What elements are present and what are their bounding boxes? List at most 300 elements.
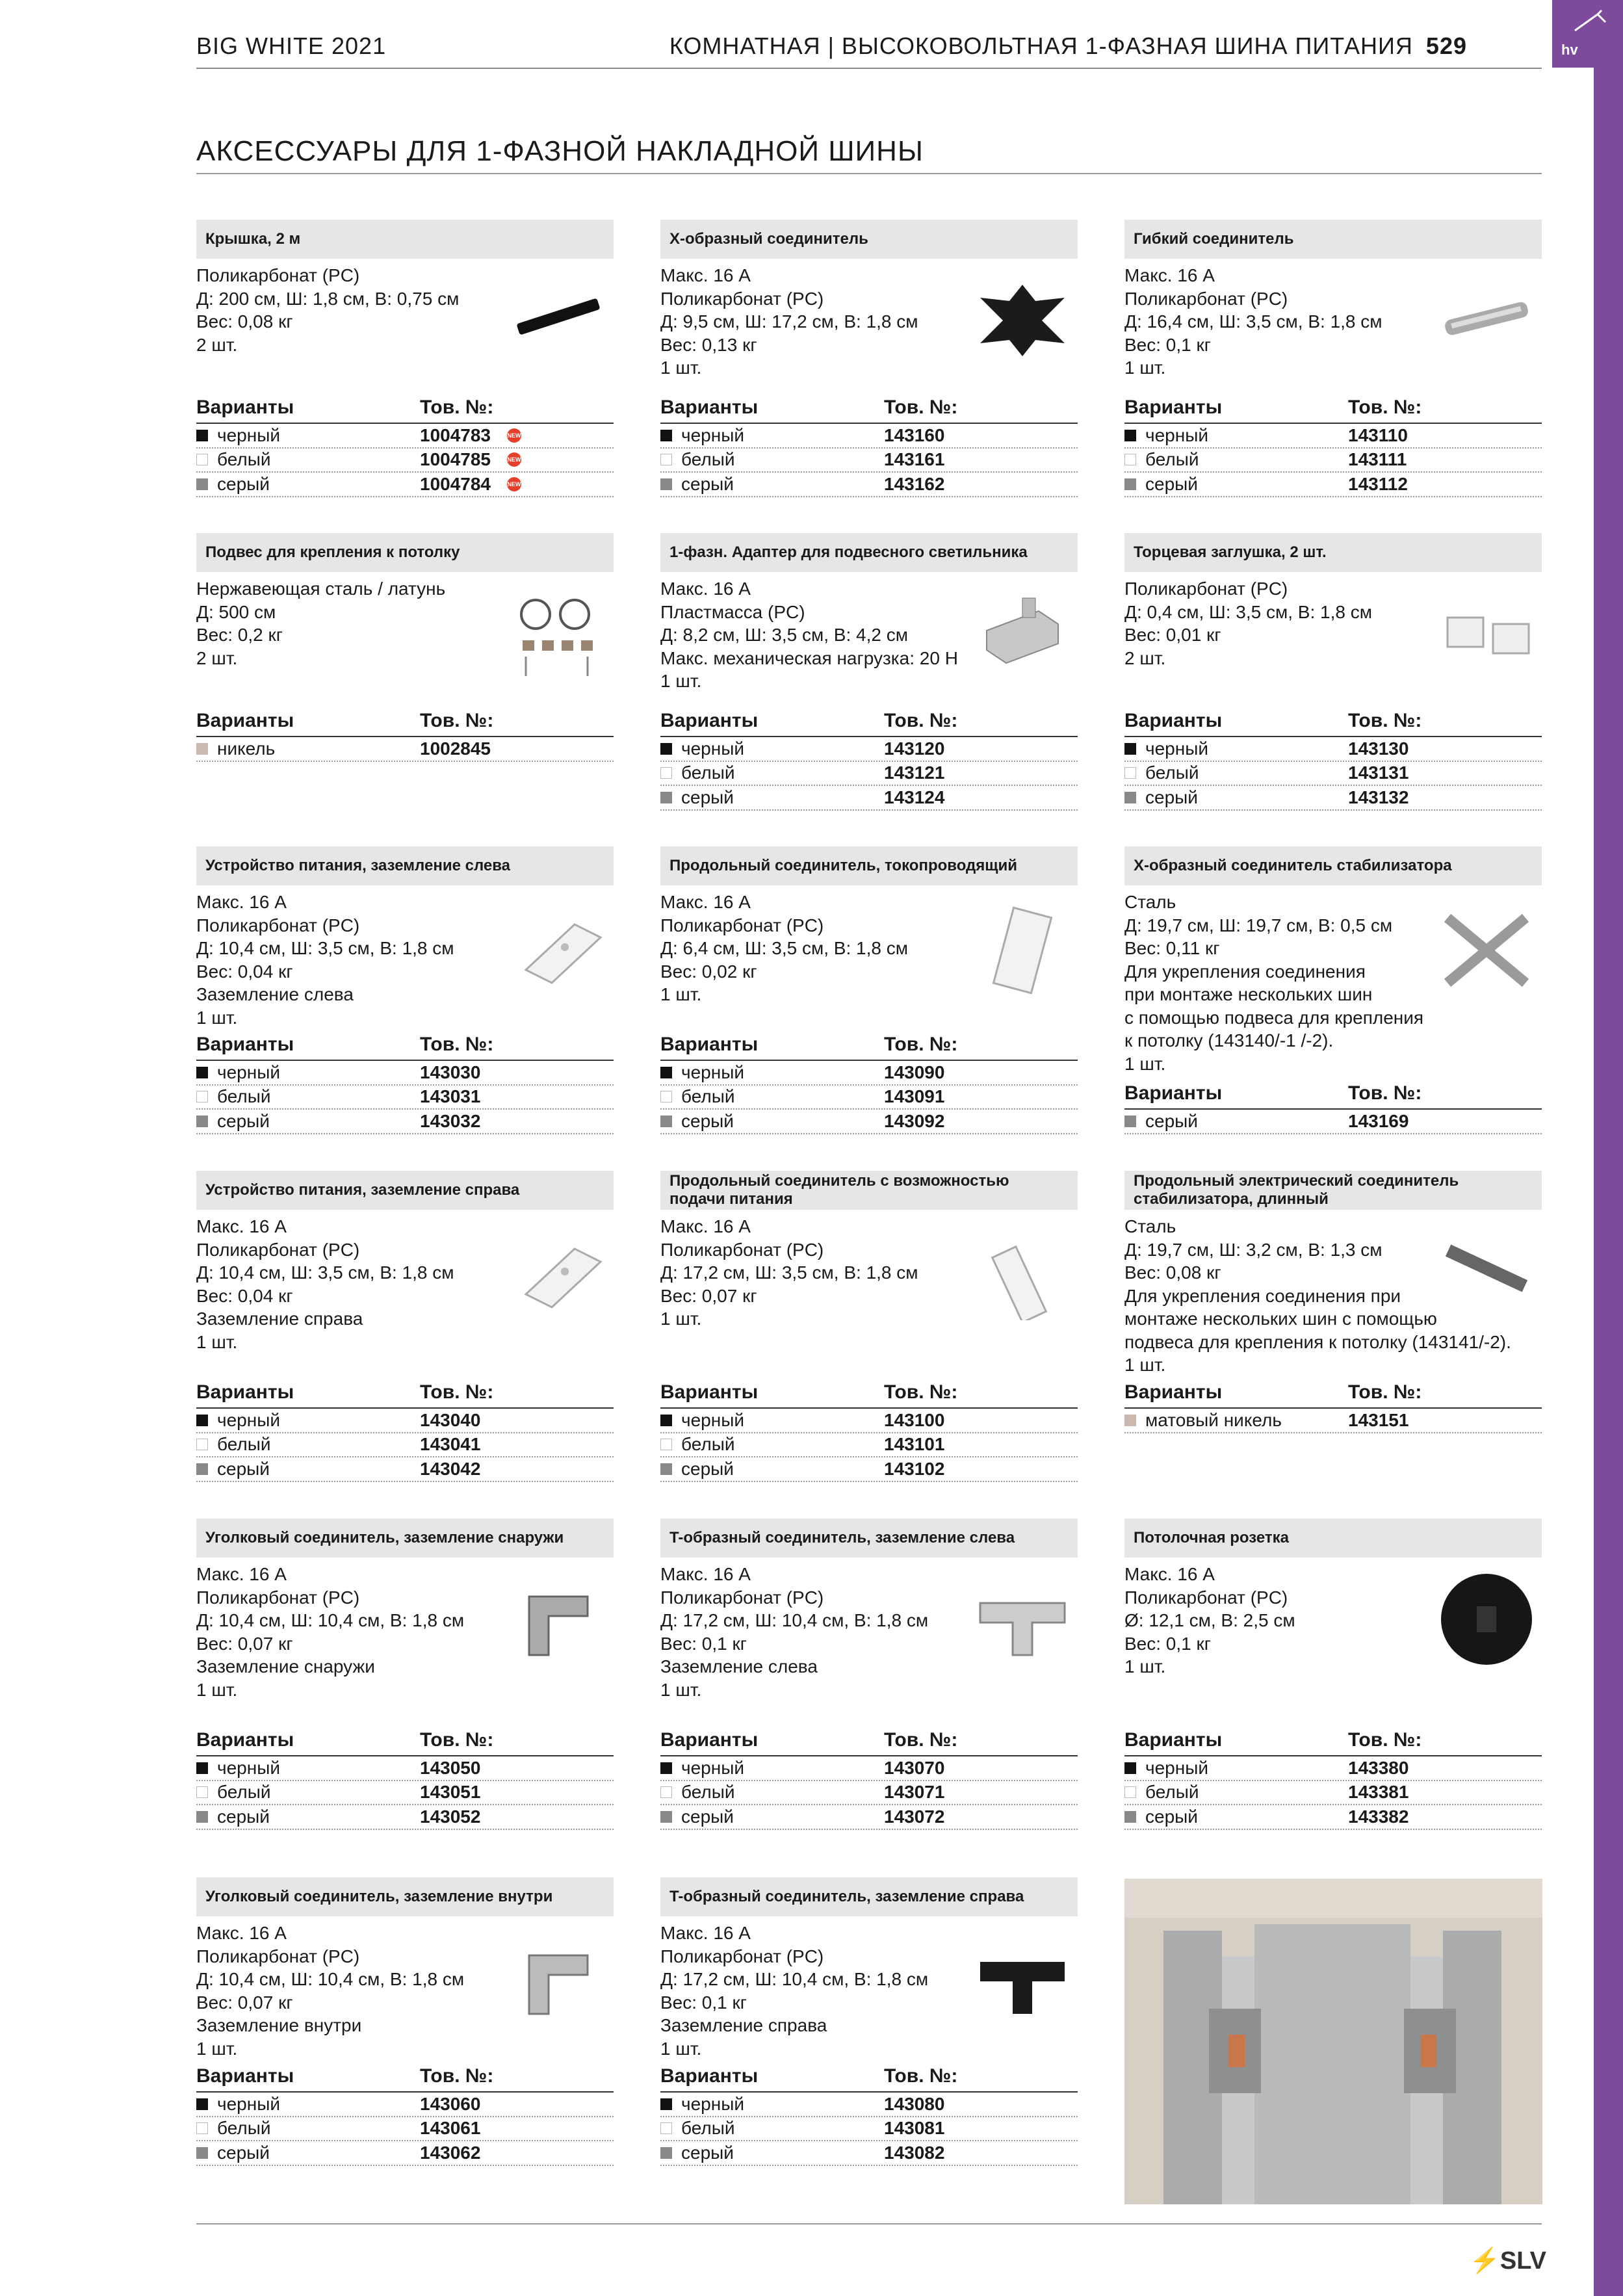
variant-row <box>660 1409 1078 1433</box>
spec-line: Сталь <box>1124 892 1176 912</box>
spec-line: 1 шт. <box>660 358 702 378</box>
item-number: 143032 <box>420 1110 481 1131</box>
product-card <box>660 1171 1078 1481</box>
variant-color: серый <box>217 1806 270 1827</box>
color-swatch <box>196 454 208 465</box>
item-no-label: Тов. №: <box>1348 1082 1422 1104</box>
variants-list <box>196 424 614 497</box>
product-specs <box>660 577 1078 693</box>
item-number: 143062 <box>420 2142 481 2163</box>
spec-line: Д: 10,4 см, Ш: 10,4 см, В: 1,8 см <box>196 1969 465 1989</box>
item-no-label: Тов. №: <box>420 1381 494 1403</box>
item-number: 143110 <box>1348 424 1408 445</box>
variant-row <box>660 449 1078 473</box>
spec-line: 1 шт. <box>660 2038 702 2059</box>
color-swatch <box>660 1439 672 1450</box>
color-swatch <box>196 1415 208 1426</box>
item-number: 143060 <box>420 2093 481 2114</box>
spec-line: 1 шт. <box>196 1007 238 1028</box>
variant-color: белый <box>1145 1782 1199 1803</box>
variant-color: белый <box>681 763 735 783</box>
color-swatch <box>196 1762 208 1774</box>
variant-color: белый <box>681 1782 735 1803</box>
spec-line: Вес: 0,2 кг <box>196 625 283 645</box>
spec-line: 1 шт. <box>1124 1355 1166 1375</box>
spec-line: Пластмасса (PC) <box>660 601 805 622</box>
page-number: 529 <box>1425 33 1467 59</box>
spec-line: Поликарбонат (PC) <box>660 915 824 935</box>
item-number: 143161 <box>884 449 945 470</box>
product-specs <box>196 1563 614 1701</box>
item-number: 1004784 <box>420 473 491 494</box>
variants-list <box>196 2093 614 2166</box>
variants-header <box>1124 1082 1542 1110</box>
variant-row <box>196 2117 614 2142</box>
spec-line: Вес: 0,07 кг <box>660 1285 757 1306</box>
color-swatch <box>1124 743 1136 755</box>
color-swatch <box>196 2098 208 2110</box>
variants-header <box>660 397 1078 424</box>
product-specs <box>1124 891 1542 1075</box>
variants-label: Варианты <box>196 1381 294 1403</box>
color-swatch <box>1124 1762 1136 1774</box>
item-number: 143081 <box>884 2118 945 2139</box>
item-no-label: Тов. №: <box>420 1729 494 1751</box>
spec-line: Поликарбонат (PC) <box>660 1946 824 1966</box>
variant-row <box>660 762 1078 787</box>
item-no-label: Тов. №: <box>420 1034 494 1055</box>
spec-line: 1 шт. <box>196 1679 238 1700</box>
spec-line: к потолку (143140/-1 /-2). <box>1124 1030 1334 1050</box>
spec-line: Поликарбонат (PC) <box>1124 1587 1288 1608</box>
spec-line: Заземление справа <box>196 1309 363 1329</box>
item-number: 143092 <box>884 1110 945 1131</box>
color-swatch <box>1124 1811 1136 1823</box>
color-swatch <box>196 2122 208 2134</box>
spec-line: Макс. механическая нагрузка: 20 Н <box>660 647 958 668</box>
product-title: Продольный соединитель, токопроводящий <box>660 846 1078 885</box>
color-swatch <box>196 1786 208 1798</box>
item-number: 143380 <box>1348 1757 1409 1778</box>
spec-line: подвеса для крепления к потолку (143141/-2). <box>1124 1331 1511 1352</box>
spec-line: Заземление справа <box>660 2015 827 2035</box>
spec-line: Макс. 16 A <box>660 265 751 285</box>
variant-color: белый <box>681 2118 735 2139</box>
item-number: 143111 <box>1348 449 1407 470</box>
variant-color: серый <box>217 473 270 494</box>
spec-line: Д: 10,4 см, Ш: 3,5 см, В: 1,8 см <box>196 1262 454 1283</box>
item-number: 143381 <box>1348 1782 1409 1803</box>
product-card <box>196 220 614 497</box>
variant-color: белый <box>681 1434 735 1455</box>
product-title: Гибкий соединитель <box>1124 220 1542 259</box>
spec-line: 1 шт. <box>1124 1053 1166 1074</box>
spec-line: Вес: 0,01 кг <box>1124 625 1221 645</box>
variant-color: серый <box>681 1458 734 1479</box>
spec-line: 1 шт. <box>660 671 702 691</box>
item-number: 143080 <box>884 2093 945 2114</box>
variant-color: серый <box>1145 787 1198 807</box>
color-swatch <box>1124 1115 1136 1127</box>
spec-line: Поликарбонат (PC) <box>196 1946 360 1966</box>
product-title: Устройство питания, заземление слева <box>196 846 614 885</box>
variant-color: черный <box>217 2093 280 2114</box>
variant-row <box>1124 1110 1542 1134</box>
spec-line: Д: 17,2 см, Ш: 10,4 см, В: 1,8 см <box>660 1969 929 1989</box>
spec-line: Вес: 0,04 кг <box>196 961 293 982</box>
color-swatch <box>1124 430 1136 441</box>
product-title: X-образный соединитель <box>660 220 1078 259</box>
product-title: Подвес для крепления к потолку <box>196 533 614 572</box>
product-specs <box>1124 1215 1542 1377</box>
spec-line: Заземление снаружи <box>196 1656 375 1676</box>
item-no-label: Тов. №: <box>1348 710 1422 731</box>
color-swatch <box>196 2147 208 2159</box>
variant-color: черный <box>217 1062 280 1082</box>
spec-line: 1 шт. <box>1124 1656 1166 1676</box>
variant-color: черный <box>681 2093 744 2114</box>
spec-line: Д: 10,4 см, Ш: 3,5 см, В: 1,8 см <box>196 938 454 958</box>
variants-label: Варианты <box>1124 710 1223 731</box>
product-card <box>196 1519 614 1829</box>
footer-divider <box>196 2223 1542 2224</box>
color-swatch <box>196 743 208 755</box>
variant-color: белый <box>1145 449 1199 470</box>
variant-row <box>1124 1781 1542 1806</box>
spec-line: Макс. 16 A <box>1124 1564 1215 1584</box>
variants-label: Варианты <box>660 1729 759 1751</box>
product-specs <box>196 891 614 1029</box>
variants-list <box>660 424 1078 497</box>
variant-row <box>196 737 614 762</box>
variants-label: Варианты <box>1124 1729 1223 1751</box>
item-number: 143031 <box>420 1086 481 1107</box>
item-no-label: Тов. №: <box>420 710 494 731</box>
color-swatch <box>196 1439 208 1450</box>
item-number: 143382 <box>1348 1806 1409 1827</box>
variants-header <box>660 1729 1078 1756</box>
spec-line: Д: 500 см <box>196 601 276 622</box>
variants-list <box>196 737 614 762</box>
spec-line: Ø: 12,1 см, В: 2,5 см <box>1124 1610 1295 1630</box>
item-no-label: Тов. №: <box>1348 1729 1422 1751</box>
item-number: 143061 <box>420 2118 481 2139</box>
spec-line: Вес: 0,04 кг <box>196 1285 293 1306</box>
spec-line: 2 шт. <box>196 647 238 668</box>
variants-header <box>660 1034 1078 1061</box>
color-swatch <box>196 478 208 490</box>
color-swatch <box>660 1115 672 1127</box>
sidebar-accent <box>1594 0 1623 2296</box>
variant-color: черный <box>681 1757 744 1778</box>
spec-line: Вес: 0,02 кг <box>660 961 757 982</box>
spec-line: Макс. 16 A <box>196 1564 287 1584</box>
color-swatch <box>1124 792 1136 803</box>
spec-line: Вес: 0,1 кг <box>660 1992 747 2013</box>
variants-label: Варианты <box>196 2065 294 2087</box>
item-number: 1004785 <box>420 449 491 470</box>
variants-list <box>196 1061 614 1134</box>
variants-list <box>196 1409 614 1482</box>
product-card <box>660 1519 1078 1829</box>
variant-row <box>660 1086 1078 1110</box>
track-icon <box>1572 8 1611 40</box>
color-swatch <box>196 1115 208 1127</box>
spec-line: Сталь <box>1124 1216 1176 1236</box>
spec-line: Вес: 0,07 кг <box>196 1992 293 2013</box>
spec-line: Макс. 16 A <box>660 1216 751 1236</box>
product-title: Устройство питания, заземление справа <box>196 1171 614 1210</box>
item-number: 143130 <box>1348 738 1409 759</box>
item-number: 1004783 <box>420 424 491 445</box>
item-no-label: Тов. №: <box>1348 1381 1422 1403</box>
variant-color: серый <box>681 473 734 494</box>
variant-color: черный <box>681 1409 744 1430</box>
variant-row <box>196 473 614 497</box>
spec-line: 1 шт. <box>660 1309 702 1329</box>
spec-line: Д: 6,4 см, Ш: 3,5 см, В: 1,8 см <box>660 938 908 958</box>
variant-row <box>660 1433 1078 1458</box>
item-no-label: Тов. №: <box>884 710 958 731</box>
variants-label: Варианты <box>196 1729 294 1751</box>
spec-line: монтаже нескольких шин с помощью <box>1124 1309 1437 1329</box>
variant-color: черный <box>681 738 744 759</box>
variant-row <box>1124 1756 1542 1781</box>
spec-line: 2 шт. <box>1124 647 1166 668</box>
variant-color: матовый никель <box>1145 1409 1282 1430</box>
spec-line: с помощью подвеса для крепления <box>1124 1007 1424 1028</box>
spec-line: Вес: 0,1 кг <box>1124 1633 1211 1654</box>
item-number: 143162 <box>884 473 945 494</box>
spec-line: 1 шт. <box>660 1679 702 1700</box>
item-number: 143102 <box>884 1458 945 1479</box>
color-swatch <box>660 2147 672 2159</box>
variants-list <box>660 1061 1078 1134</box>
item-number: 143072 <box>884 1806 945 1827</box>
variant-row <box>660 473 1078 497</box>
variants-label: Варианты <box>660 710 759 731</box>
spec-line: Поликарбонат (PC) <box>196 1239 360 1260</box>
variant-row <box>196 1061 614 1086</box>
variant-row <box>660 1110 1078 1134</box>
variants-label: Варианты <box>1124 397 1223 418</box>
color-swatch <box>660 1786 672 1798</box>
variant-color: черный <box>681 424 744 445</box>
variant-row <box>196 1805 614 1830</box>
product-specs <box>1124 264 1542 380</box>
new-badge-icon: NEW <box>507 477 521 491</box>
product-specs <box>660 264 1078 380</box>
product-specs <box>660 891 1078 1006</box>
variant-row <box>196 1409 614 1433</box>
spec-line: Д: 200 см, Ш: 1,8 см, В: 0,75 см <box>196 288 460 309</box>
variant-color: черный <box>1145 1757 1208 1778</box>
variant-row <box>196 2093 614 2117</box>
spec-line: 1 шт. <box>196 2038 238 2059</box>
spec-line: Нержавеющая сталь / латунь <box>196 579 446 599</box>
variants-list <box>660 1409 1078 1482</box>
color-swatch <box>660 1762 672 1774</box>
variant-color: серый <box>681 2142 734 2163</box>
variants-header <box>196 1729 614 1756</box>
item-number: 143082 <box>884 2142 945 2163</box>
variants-header <box>660 710 1078 737</box>
product-card <box>660 533 1078 810</box>
variant-row <box>660 786 1078 811</box>
spec-line: Поликарбонат (PC) <box>660 1239 824 1260</box>
item-number: 143151 <box>1348 1409 1409 1430</box>
item-number: 143040 <box>420 1409 481 1430</box>
product-card <box>660 220 1078 497</box>
variants-list <box>660 2093 1078 2166</box>
item-number: 143121 <box>884 763 945 783</box>
catalog-name: BIG WHITE 2021 <box>196 33 387 59</box>
spec-line: Поликарбонат (PC) <box>660 288 824 309</box>
product-card <box>1124 846 1542 1133</box>
product-title: Продольный электрический соединитель стабилизатора, длинный <box>1124 1171 1542 1210</box>
variants-list <box>1124 1756 1542 1830</box>
item-number: 143160 <box>884 424 945 445</box>
spec-line: Поликарбонат (PC) <box>196 265 360 285</box>
variant-row <box>660 1061 1078 1086</box>
color-swatch <box>660 1091 672 1102</box>
variant-row <box>1124 786 1542 811</box>
item-number: 1002845 <box>420 738 491 759</box>
item-no-label: Тов. №: <box>420 2065 494 2087</box>
variant-row <box>660 1805 1078 1830</box>
variant-color: серый <box>217 2142 270 2163</box>
variant-row <box>660 1756 1078 1781</box>
product-card <box>196 1171 614 1481</box>
variant-row <box>1124 737 1542 762</box>
variant-color: никель <box>217 738 276 759</box>
color-swatch <box>196 1067 208 1078</box>
variant-color: серый <box>681 1806 734 1827</box>
product-title: Потолочная розетка <box>1124 1519 1542 1558</box>
product-title: Крышка, 2 м <box>196 220 614 259</box>
variant-row <box>1124 473 1542 497</box>
product-card <box>196 533 614 761</box>
variants-header <box>660 2065 1078 2093</box>
product-card <box>1124 220 1542 497</box>
item-number: 143090 <box>884 1062 945 1082</box>
variant-row <box>196 2141 614 2166</box>
product-card <box>196 1877 614 2165</box>
spec-line: при монтаже нескольких шин <box>1124 984 1373 1004</box>
variants-list <box>1124 1110 1542 1134</box>
product-specs <box>1124 1563 1542 1678</box>
product-specs <box>1124 577 1542 670</box>
item-no-label: Тов. №: <box>420 397 494 418</box>
item-number: 143041 <box>420 1434 481 1455</box>
variant-row <box>660 1781 1078 1806</box>
product-specs <box>196 1922 614 2060</box>
spec-line: Д: 10,4 см, Ш: 10,4 см, В: 1,8 см <box>196 1610 465 1630</box>
spec-line: Заземление слева <box>660 1656 818 1676</box>
item-no-label: Тов. №: <box>884 397 958 418</box>
variant-color: серый <box>1145 1110 1198 1131</box>
product-specs <box>196 264 614 356</box>
variants-header <box>196 2065 614 2093</box>
variants-list <box>1124 737 1542 811</box>
item-number: 143120 <box>884 738 945 759</box>
page-title: АКСЕССУАРЫ ДЛЯ 1-ФАЗНОЙ НАКЛАДНОЙ ШИНЫ <box>196 135 924 167</box>
variant-color: серый <box>217 1110 270 1131</box>
spec-line: Д: 8,2 см, Ш: 3,5 см, В: 4,2 см <box>660 625 908 645</box>
item-number: 143071 <box>884 1782 945 1803</box>
variants-header <box>1124 1381 1542 1409</box>
product-card <box>196 846 614 1134</box>
color-swatch <box>660 1067 672 1078</box>
spec-line: Макс. 16 A <box>660 1564 751 1584</box>
variant-color: белый <box>217 449 271 470</box>
product-card <box>660 846 1078 1134</box>
variant-row <box>196 1756 614 1781</box>
spec-line: Для укрепления соединения при <box>1124 1285 1401 1306</box>
variant-color: серый <box>681 787 734 807</box>
item-number: 143100 <box>884 1409 945 1430</box>
variant-row <box>660 2141 1078 2166</box>
spec-line: Поликарбонат (PC) <box>1124 288 1288 309</box>
product-title: Уголковый соединитель, заземление внутри <box>196 1877 614 1916</box>
variant-row <box>196 1433 614 1458</box>
variants-header <box>196 397 614 424</box>
product-title: T-образный соединитель, заземление слева <box>660 1519 1078 1558</box>
color-swatch <box>196 430 208 441</box>
spec-line: Вес: 0,1 кг <box>1124 334 1211 355</box>
product-title: Торцевая заглушка, 2 шт. <box>1124 533 1542 572</box>
product-title: X-образный соединитель стабилизатора <box>1124 846 1542 885</box>
variants-list <box>1124 1409 1542 1433</box>
variant-color: черный <box>217 1757 280 1778</box>
variants-label: Варианты <box>660 1034 759 1055</box>
product-card <box>660 1877 1078 2165</box>
variant-color: серый <box>681 1110 734 1131</box>
product-title: 1-фазн. Адаптер для подвесного светильника <box>660 533 1078 572</box>
color-swatch <box>660 767 672 779</box>
variant-row <box>1124 449 1542 473</box>
color-swatch <box>660 1811 672 1823</box>
variant-row <box>660 424 1078 449</box>
color-swatch <box>660 743 672 755</box>
variants-list <box>660 1756 1078 1830</box>
variants-label: Варианты <box>1124 1082 1223 1104</box>
item-number: 143070 <box>884 1757 945 1778</box>
color-swatch <box>1124 1786 1136 1798</box>
item-number: 143030 <box>420 1062 481 1082</box>
product-specs <box>196 1215 614 1353</box>
variant-row <box>196 424 614 449</box>
variant-row <box>1124 762 1542 787</box>
variant-color: белый <box>217 2118 271 2139</box>
variants-list <box>196 1756 614 1830</box>
variants-list <box>1124 424 1542 497</box>
variants-header <box>660 1381 1078 1409</box>
spec-line: Заземление внутри <box>196 2015 362 2035</box>
spec-line: Макс. 16 A <box>196 1216 287 1236</box>
spec-line: Поликарбонат (PC) <box>196 1587 360 1608</box>
variants-header <box>1124 1729 1542 1756</box>
variant-color: белый <box>1145 763 1199 783</box>
variant-color: белый <box>217 1086 271 1107</box>
spec-line: Вес: 0,11 кг <box>1124 938 1220 958</box>
color-swatch <box>660 792 672 803</box>
variant-color: белый <box>681 1086 735 1107</box>
variants-header <box>1124 397 1542 424</box>
product-photo <box>1124 1879 1542 2204</box>
spec-line: Вес: 0,08 кг <box>196 311 293 332</box>
variants-label: Варианты <box>660 397 759 418</box>
